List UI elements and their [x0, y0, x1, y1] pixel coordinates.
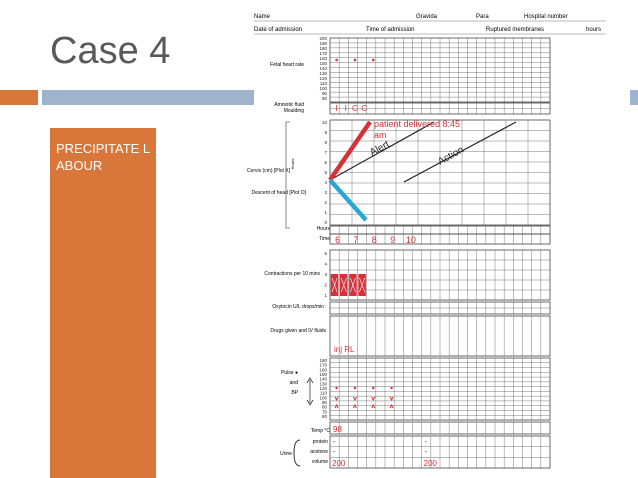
fhr-tick-label: 80 [321, 96, 327, 101]
time-grid [330, 234, 550, 244]
fhr-tick-label: 90 [321, 91, 327, 96]
bp-diastolic-mark [335, 405, 338, 408]
pulse-tick-label: 150 [319, 372, 327, 377]
cervix-tick-label: 2 [324, 200, 327, 205]
label-protein: protein [312, 439, 328, 445]
cervix-tick-label: 3 [324, 190, 327, 195]
header-hours: hours [586, 27, 602, 33]
cervix-tick-label: 4 [324, 180, 327, 185]
cervix-tick-label: 1 [324, 210, 327, 215]
protein-entry: - [333, 439, 336, 446]
temp-entry: 98 [333, 425, 342, 434]
bp-arrow-icon [307, 378, 313, 405]
pulse-tick-label: 60 [321, 414, 327, 419]
pulse-point [335, 387, 337, 389]
header-hospital-number: Hospital number [524, 14, 568, 20]
acetone-entry: - [333, 449, 336, 456]
slide-title: Case 4 [50, 30, 171, 72]
fhr-tick-label: 150 [319, 61, 327, 66]
time-entry: 7 [353, 235, 359, 245]
label-bp: BP [291, 390, 298, 396]
cervix-tick-label: 0 [324, 220, 327, 225]
annotation-delivered-line1: patient delivered 8:45 [374, 119, 461, 129]
contraction-tick-label: 2 [324, 282, 327, 288]
label-hours: Hours [316, 226, 330, 232]
pulse-tick-label: 100 [319, 395, 327, 401]
bp-systolic-mark [372, 397, 375, 400]
fhr-tick-label: 100 [319, 86, 327, 91]
label-time: Time [319, 236, 330, 242]
bp-diastolic-mark [372, 405, 375, 408]
amniotic-entry: I [344, 104, 347, 113]
fhr-tick-label: 180 [319, 46, 327, 51]
pulse-tick-label: 120 [319, 386, 327, 391]
cervix-tick-label: 6 [324, 160, 327, 165]
pulse-tick-label: 80 [321, 404, 327, 410]
drugs-entry: inj RL [334, 345, 355, 354]
pulse-tick-label: 140 [319, 376, 327, 382]
header-name: Name [254, 14, 271, 20]
fhr-grid [330, 38, 550, 102]
time-entry: 8 [371, 235, 377, 245]
pulse-point [390, 387, 392, 389]
annotation-delivered-line2: am [374, 130, 387, 140]
pulse-grid [330, 358, 550, 420]
label-amniotic-fluid: Amniotic fluid [274, 102, 304, 108]
header-time-of-admission: Time of admission [366, 27, 415, 33]
cervix-bracket [286, 122, 290, 228]
contraction-tick-label: 5 [324, 251, 327, 256]
label-hours-side: Hours [290, 158, 295, 170]
accent-bar-left [0, 90, 38, 105]
time-entry: 6 [335, 235, 341, 245]
cervix-tick-label: 5 [324, 170, 327, 175]
action-label: Action [436, 144, 466, 168]
fhr-tick-label: 200 [319, 36, 327, 41]
label-acetone: acetone [310, 449, 328, 455]
sidebar-text: PRECIPITATE LABOUR [56, 141, 151, 173]
label-temp: Temp °C [310, 428, 330, 434]
header-gravida: Gravida [416, 14, 438, 20]
pulse-tick-label: 180 [319, 358, 327, 363]
fhr-tick-label: 170 [319, 51, 327, 56]
fhr-tick-label: 160 [319, 56, 327, 61]
fhr-tick-label: 110 [319, 81, 327, 86]
label-cervix: Cervix (cm) [Plot X] [246, 168, 290, 174]
bp-systolic-mark [353, 397, 356, 400]
label-drugs: Drugs given and IV fluids [270, 328, 326, 334]
label-and: and [289, 380, 298, 386]
cervix-tick-label: 8 [324, 140, 327, 145]
fhr-tick-label: 130 [319, 71, 327, 76]
descent-line [330, 180, 366, 220]
amniotic-entry: C [352, 104, 358, 113]
label-volume: volume [311, 459, 328, 465]
fhr-point [354, 59, 357, 62]
urine-grid [330, 436, 550, 468]
accent-bar-middle [42, 90, 254, 105]
time-entry: 9 [390, 235, 396, 245]
pulse-point [354, 387, 356, 389]
pulse-tick-label: 130 [319, 381, 327, 387]
fhr-point [372, 59, 375, 62]
content-sidebar [50, 128, 156, 478]
label-pulse: Pulse ● [281, 370, 298, 376]
label-contractions: Contractions per 10 mins [264, 271, 320, 277]
accent-bar-right [630, 90, 638, 105]
bp-diastolic-mark [353, 405, 356, 408]
alert-label: Alert [368, 139, 392, 159]
header-date-of-admission: Date of admission [254, 27, 303, 33]
pulse-point [372, 387, 374, 389]
pulse-tick-label: 90 [321, 400, 327, 405]
pulse-tick-label: 160 [319, 367, 327, 373]
hours-grid [330, 226, 550, 234]
bp-systolic-mark [335, 397, 338, 400]
label-moulding: Moulding [283, 108, 304, 114]
urine-brace [294, 440, 300, 466]
cervix-tick-label: 7 [324, 150, 327, 155]
temp-grid [330, 422, 550, 434]
header-para: Para [476, 14, 489, 20]
pulse-tick-label: 110 [319, 390, 327, 396]
fhr-tick-label: 120 [319, 76, 327, 81]
volume-entry: 200 [332, 459, 346, 468]
acetone-entry: - [424, 449, 428, 456]
amniotic-entry: I [335, 104, 338, 113]
pulse-tick-label: 170 [319, 362, 327, 368]
bp-systolic-mark [390, 397, 393, 400]
pulse-tick-label: 70 [321, 409, 327, 415]
volume-entry: 200 [423, 459, 438, 468]
cervix-tick-label: 10 [321, 120, 327, 125]
contraction-tick-label: 4 [324, 261, 327, 267]
time-entry: 10 [405, 235, 416, 245]
drugs-grid [330, 316, 550, 356]
label-descent: Descent of head [Plot O] [251, 190, 306, 196]
amniotic-entry: C [361, 104, 367, 113]
label-fetal-heart-rate: Fetal heart rate [270, 62, 304, 68]
header-ruptured-membranes: Ruptured membranes [486, 27, 545, 33]
contraction-tick-label: 3 [324, 272, 327, 277]
oxytocin-grid [330, 302, 550, 314]
protein-entry: - [424, 439, 428, 446]
label-urine: Urine [280, 451, 292, 457]
bp-diastolic-mark [390, 405, 393, 408]
partogram-chart [246, 10, 614, 478]
fhr-tick-label: 140 [319, 66, 327, 71]
label-oxytocin: Oxytocin U/L drops/min [272, 304, 324, 310]
contraction-tick-label: 1 [324, 293, 327, 298]
fhr-point [335, 59, 338, 62]
fhr-tick-label: 190 [319, 41, 327, 46]
grid-layer [330, 38, 550, 468]
cervix-tick-label: 9 [324, 130, 327, 135]
